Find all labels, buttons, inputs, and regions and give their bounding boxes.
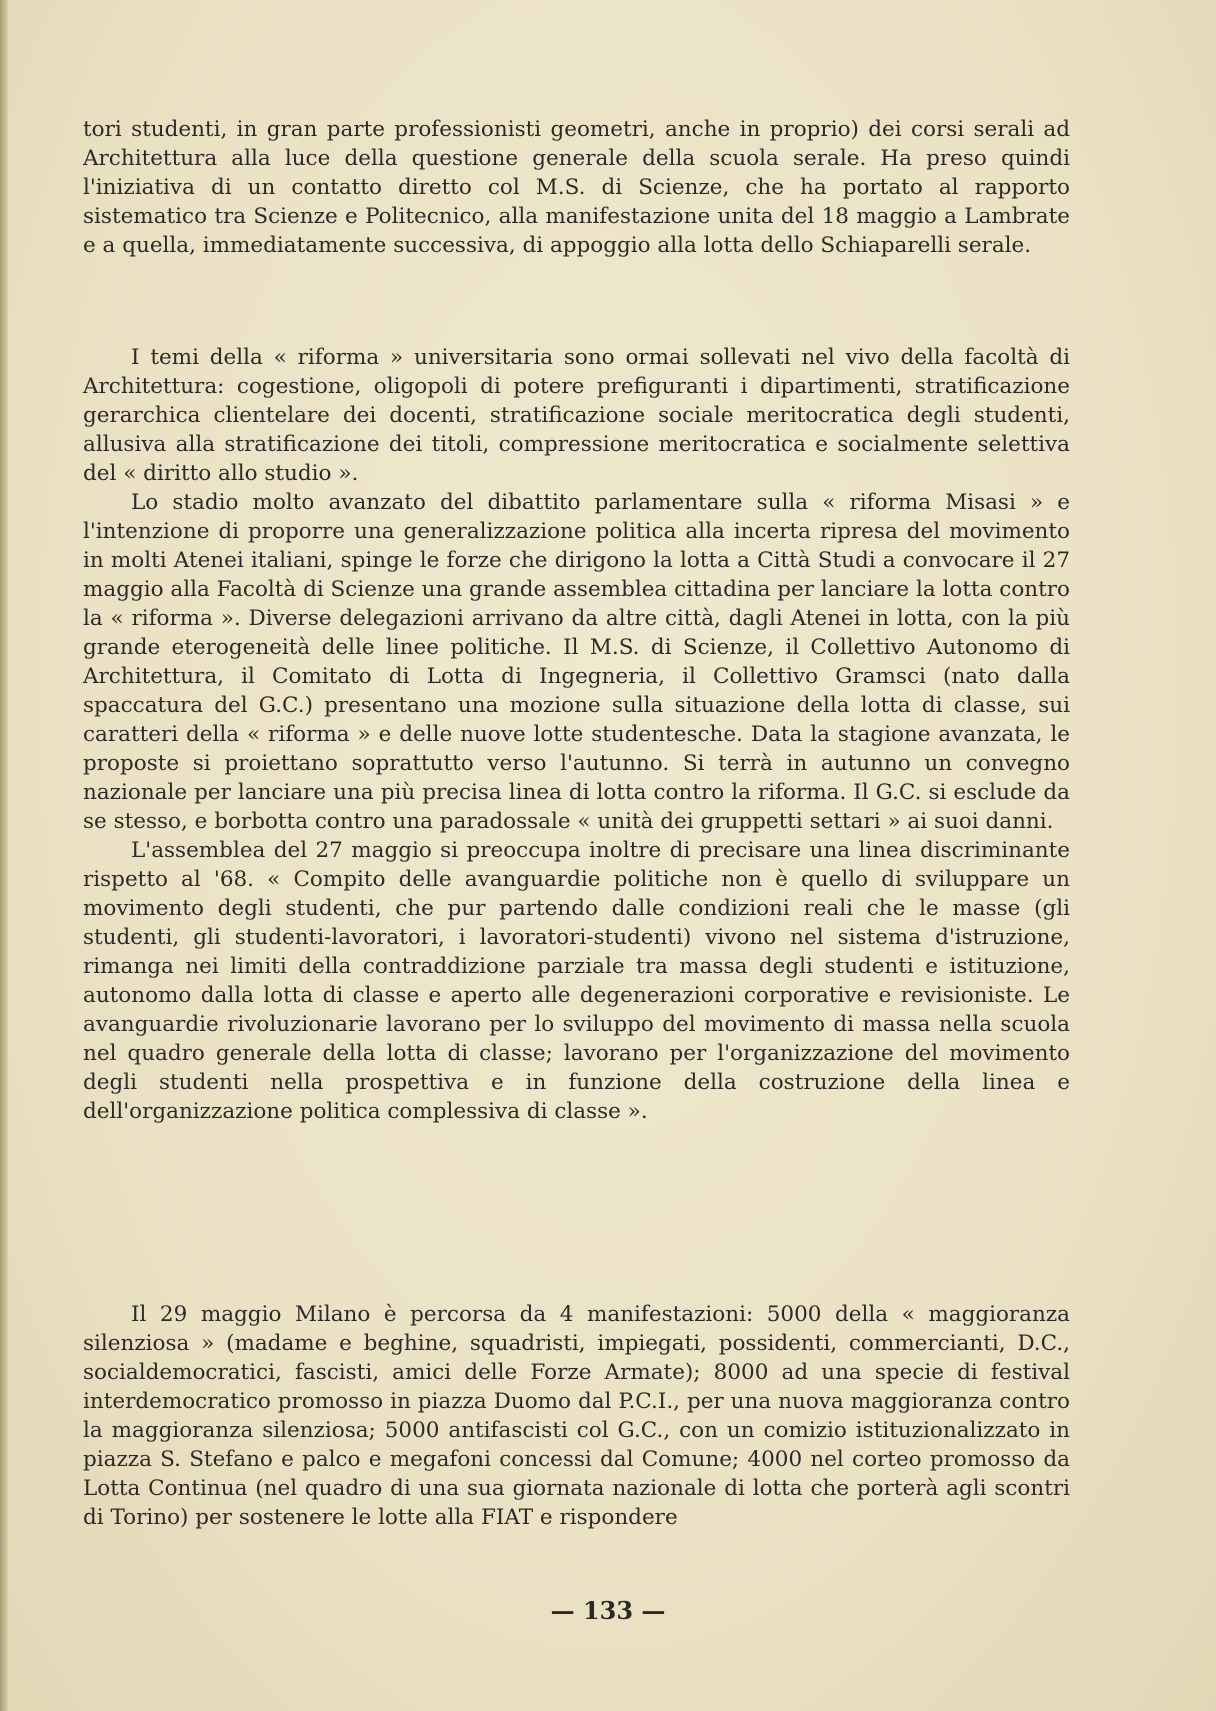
text-block-bottom bbox=[83, 1300, 1070, 1532]
text-block-top bbox=[83, 115, 1070, 260]
page-number: — 133 — bbox=[550, 1596, 666, 1625]
paragraph-2: I temi della « riforma » universitaria sono ormai sollevati nel vivo della facoltà di Architettura: cogestione, oligopoli di potere prefiguranti i dipartimenti, stratificazione gerarchica clientelare dei docenti, stratificazione sociale meritocratica degli studenti, allusiva alla stratificazione dei titoli, compressione meritocratica e socialmente selettiva del « diritto allo studio ». bbox=[83, 345, 1070, 486]
paragraph-3: Lo stadio molto avanzato del dibattito parlamentare sulla « riforma Misasi » e l'intenzione di proporre una generalizzazione politica alla incerta ripresa del movimento in molti Atenei italiani, spinge le forze che dirigono la lotta a Città Studi a convocare il 27 maggio alla Facoltà di Scienze una grande assemblea cittadina per lanciare la lotta contro la « riforma ». Diverse delegazioni arrivano da altre città, dagli Atenei in lotta, con la più grande eterogeneità delle linee politiche. Il M.S. di Scienze, il Collettivo Autonomo di Architettura, il Comitato di Lotta di Ingegneria, il Collettivo Gramsci (nato dalla spaccatura del G.C.) presentano una mozione sulla situazione della lotta di classe, sui caratteri della « riforma » e delle nuove lotte studentesche. Data la stagione avanzata, le proposte si proiettano soprattutto verso l'autunno. Si terrà in autunno un convegno nazionale per lanciare una più precisa linea di lotta contro la riforma. Il G.C. si esclude da se stesso, e borbotta contro una paradossale « unità dei gruppetti settari » ai suoi danni. bbox=[83, 490, 1070, 834]
paragraph-4: L'assemblea del 27 maggio si preoccupa inoltre di precisare una linea discriminante rispetto al '68. « Compito delle avanguardie politiche non è quello di sviluppare un movimento degli studenti, che pur partendo dalle condizioni reali che le masse (gli studenti, gli studenti-lavoratori, i lavoratori-studenti) vivono nel sistema d'istruzione, rimanga nei limiti della contraddizione parziale tra massa degli studenti e istituzione, autonomo dalla lotta di classe e aperto alle degenerazioni corporative e revisioniste. Le avanguardie rivoluzionarie lavorano per lo sviluppo del movimento di massa nella scuola nel quadro generale della lotta di classe; lavorano per l'organizzazione del movimento degli studenti nella prospettiva e in funzione della costruzione della linea e dell'organizzazione politica complessiva di classe ». bbox=[83, 838, 1070, 1124]
text-block-middle bbox=[83, 343, 1070, 1126]
page-binding-edge bbox=[0, 0, 8, 1711]
paragraph-5: Il 29 maggio Milano è percorsa da 4 manifestazioni: 5000 della « maggioranza silenziosa » (madame e beghine, squadristi, impiegati, possidenti, commercianti, D.C., socialdemocratici, fascisti, amici delle Forze Armate); 8000 ad una specie di festival interdemocratico promosso in piazza Duomo dal P.C.I., per una nuova maggioranza contro la maggioranza silenziosa; 5000 antifascisti col G.C., con un comizio istituzionalizzato in piazza S. Stefano e palco e megafoni concessi dal Comune; 4000 nel corteo promosso da Lotta Continua (nel quadro di una sua giornata nazionale di lotta che porterà agli scontri di Torino) per sostenere le lotte alla FIAT e rispondere bbox=[83, 1302, 1070, 1530]
paragraph-1: tori studenti, in gran parte professionisti geometri, anche in proprio) dei corsi serali ad Architettura alla luce della questione generale della scuola serale. Ha preso quindi l'iniziativa di un contatto diretto col M.S. di Scienze, che ha portato al rapporto sistematico tra Scienze e Politecnico, alla manifestazione unita del 18 maggio a Lambrate e a quella, immediatamente successiva, di appoggio alla lotta dello Schiaparelli serale. bbox=[83, 117, 1070, 258]
